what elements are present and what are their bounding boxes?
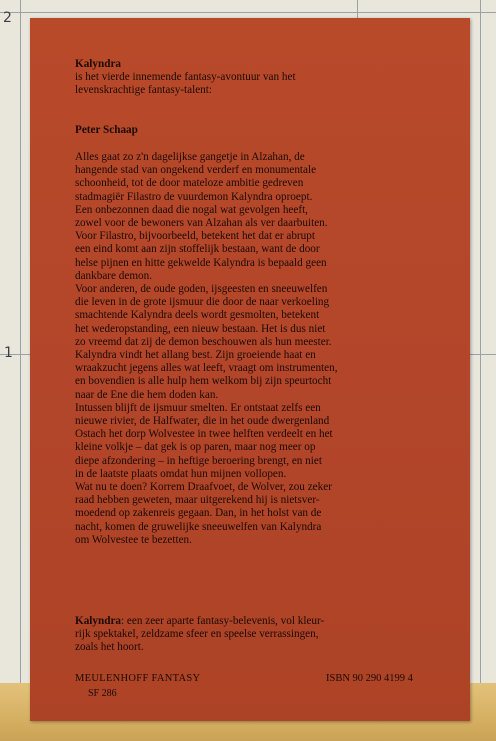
blurb-line: Intussen blijft de ijsmuur smelten. Er ontstaat zelfs een [75, 401, 321, 414]
blurb-line: zowel voor de bewoners van Alzahan als ver daarbuiten. [75, 217, 328, 230]
blurb-line: Voor Filastro, bijvoorbeeld, betekent het dat er abrupt [75, 230, 315, 243]
blurb-line: in de laatste plaats omdat hun mijnen vollopen. [75, 467, 287, 480]
isbn-number: ISBN 90 290 4199 4 [326, 673, 413, 684]
author-name: Peter Schaap [75, 124, 138, 136]
intro-title: Kalyndra [75, 58, 122, 70]
closing-line: rijk spektakel, zeldzame sfeer en speelse verrassingen, [75, 628, 319, 641]
book-back-cover [30, 18, 470, 721]
ruler-label-top: 2 [3, 10, 12, 26]
intro-block [75, 58, 435, 98]
blurb-line: Voor anderen, de oude goden, ijsgeesten en sneeuwelfen [75, 283, 328, 296]
blurb-line: wraakzucht jegens alles wat leeft, vraagt om instrumenten, [75, 362, 338, 375]
blurb-line: nacht, komen de gruwelijke sneeuwelfen van Kalyndra [75, 520, 322, 533]
publisher-name: MEULENHOFF FANTASY [75, 673, 201, 684]
grid-line [0, 12, 496, 13]
blurb-line: Alles gaat zo z'n dagelijkse gangetje in Alzahan, de [75, 151, 305, 163]
blurb-line: Kalyndra vindt het allang best. Zijn groeiende haat en [75, 349, 316, 362]
blurb-line: en bovendien is alle hulp hem welkom bij zijn speurtocht [75, 375, 332, 388]
blurb-line: zo vreemd dat zij de demon beschouwen als hun meester. [75, 335, 332, 348]
blurb-line: raad hebben geweten, maar uitgerekend hij is nietsver- [75, 494, 320, 507]
blurb-line: die leven in de grote ijsmuur die door de naar verkoeling [75, 296, 330, 309]
blurb-line: diepe afzondering – in heftige beroering brengt, en niet [75, 454, 322, 467]
blurb-line: naar de Ene die hem doden kan. [75, 388, 219, 401]
blurb-body [75, 151, 435, 547]
blurb-line: stadmagiër Filastro de vuurdemon Kalyndra oproept. [75, 190, 313, 203]
blurb-line: smachtende Kalyndra deels wordt gesmolten, betekent [75, 309, 320, 322]
blurb-line: Wat nu te doen? Korrem Draafvoet, de Wolver, zou zeker [75, 481, 332, 494]
closing-title: Kalyndra [75, 615, 122, 627]
blurb-line: kleine volkje – dat gek is op paren, maar nog meer op [75, 441, 316, 454]
blurb-line: hangende stad van ongekend verderf en monumentale [75, 164, 317, 177]
blurb-line: Ostach het dorp Wolvestee in twee helften verdeelt en het [75, 428, 333, 441]
blurb-line: helse pijnen en hitte gekwelde Kalyndra is bepaald geen [75, 256, 327, 269]
ruler-label-mid: 1 [4, 345, 13, 361]
closing-line: : een zeer aparte fantasy-belevenis, vol kleur- [121, 615, 325, 627]
series-code: SF 286 [88, 688, 117, 699]
blurb-line: schoonheid, tot de door mateloze ambitie gedreven [75, 177, 304, 190]
closing-block [75, 615, 435, 655]
intro-line: is het vierde innemende fantasy-avontuur van het [75, 71, 296, 84]
blurb-line: het wederopstanding, een nieuw bestaan. Het is dus niet [75, 322, 326, 335]
closing-line: zoals het hoort. [75, 641, 144, 654]
blurb-line: nieuwe rivier, de Halfwater, die in het oude dwergenland [75, 415, 330, 428]
blurb-line: om Wolvestee te bezetten. [75, 533, 192, 546]
grid-line [480, 0, 481, 741]
blurb-line: Een onbezonnen daad die nogal wat gevolgen heeft, [75, 203, 308, 216]
blurb-line: dankbare demon. [75, 269, 153, 282]
closing-first-line [75, 615, 435, 628]
blurb-line: een eind komt aan zijn stoffelijk bestaan, want de door [75, 243, 320, 256]
intro-line: levenskrachtige fantasy-talent: [75, 84, 212, 97]
blurb-line: moedend op zakenreis gegaan. Dan, in het holst van de [75, 507, 322, 520]
grid-line [20, 0, 21, 741]
